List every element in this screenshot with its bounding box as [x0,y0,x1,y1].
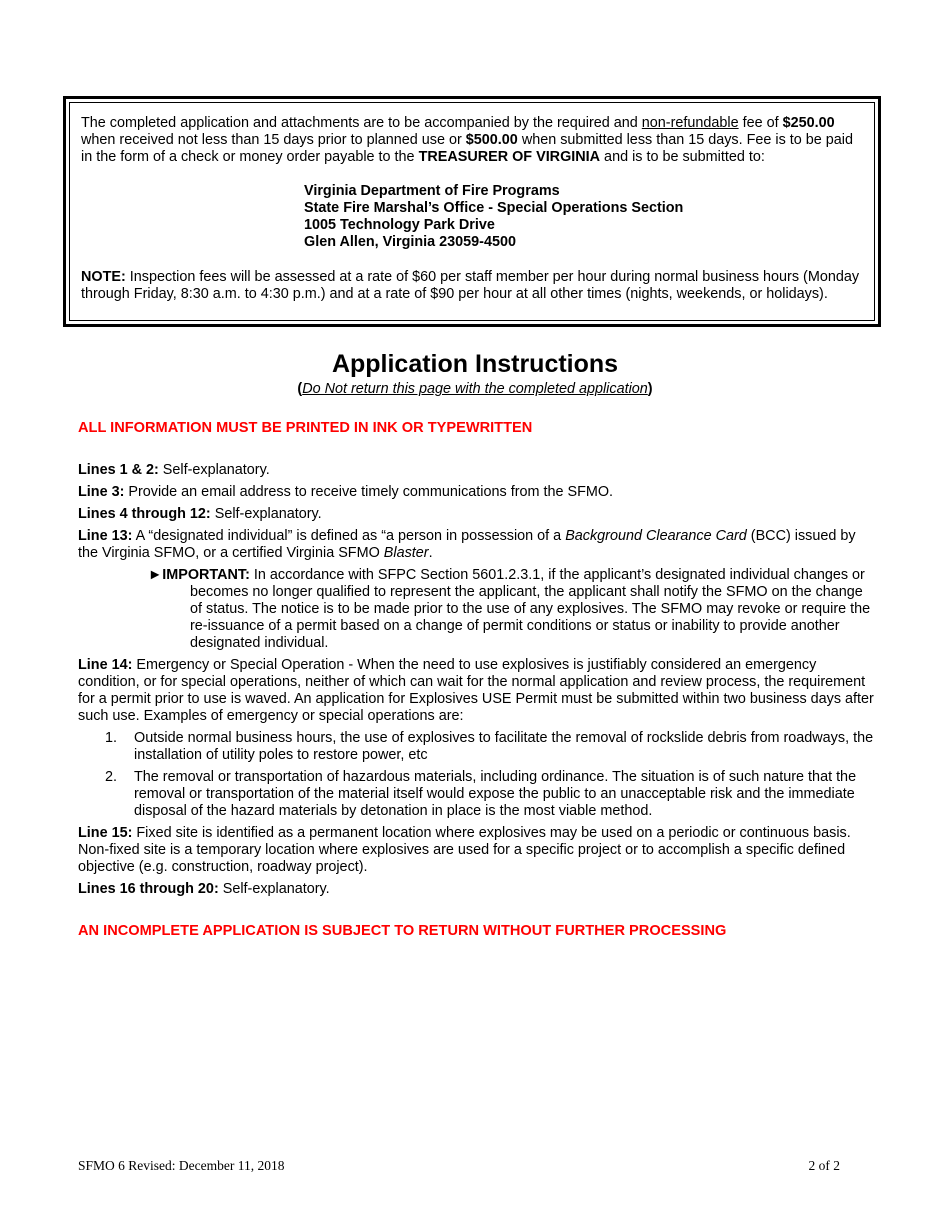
address-line: Glen Allen, Virginia 23059-4500 [304,234,516,250]
instruction-text: A “designated individual” is defined as “a person in possession of a [132,528,566,544]
instruction-label: Line 14: [78,657,133,673]
list-item-text: Outside normal business hours, the use of explosives to facilitate the removal of rockslide debris from roadways, the installation of utility poles to restore power, etc [134,730,874,763]
instruction-label: Lines 16 through 20: [78,881,219,897]
list-item [78,730,874,764]
instruction-lines-4-12 [78,506,874,523]
instruction-text: Emergency or Special Operation - When the need to use explosives is justifiably considered an emergency condition, or for special operations, neither of which can wait for the normal application and review process, the requirement for a permit prior to use is waved. An application for Explosives USE Permit must be submitted within two business days after such use. Examples of emergency or special operations are: [78,657,874,724]
non-refundable-text: non-refundable [641,115,739,131]
instruction-label: Line 13: [78,528,133,544]
warning-incomplete-application: AN INCOMPLETE APPLICATION IS SUBJECT TO RETURN WITHOUT FURTHER PROCESSING [78,923,727,939]
instruction-line-14 [78,657,874,725]
list-item [78,769,874,820]
instructions-body [78,462,874,903]
fee-amount-late: $500.00 [465,132,518,148]
list-item-text: The removal or transportation of hazardous materials, including ordinance. The situation is of such nature that the removal or transportation of the material itself would expose the public to an unacceptable risk and the immediate disposal of the hazard materials by detonation in place is the most viable method. [134,769,857,819]
emergency-examples-list [78,730,874,820]
fee-amount-standard: $250.00 [782,115,835,131]
important-text: In accordance with SFPC Section 5601.2.3.1, if the applicant’s designated individual changes or becomes no longer qualified to represent the applicant, the applicant shall notify the SFMO on the change of status. The notice is to be made prior to the use of any explosives. The SFMO may revoke or require the re-issuance of a permit based on a change of permit conditions or status or inability to provide another designated individual. [190,567,871,651]
page-title: Application Instructions [331,350,619,378]
triangle-pointer-icon: ► [148,567,163,583]
inspection-fee-note [81,269,866,303]
instruction-lines-1-2 [78,462,874,479]
address-line: 1005 Technology Park Drive [304,217,495,233]
instruction-text: Fixed site is identified as a permanent location where explosives may be used on a periodic or continuous basis. Non-fixed site is a temporary location where explosives are used for a specific project or to accomplish a specific defined objective (e.g. construction, roadway project). [78,825,851,875]
fee-paragraph [81,115,866,166]
page-subtitle [0,381,950,397]
warning-ink-typewritten: ALL INFORMATION MUST BE PRINTED IN INK OR TYPEWRITTEN [78,420,533,436]
note-label: NOTE: [81,269,126,285]
instruction-text: (BCC) issued by the Virginia SFMO, or a certified Virginia SFMO [78,528,856,561]
address-line: State Fire Marshal’s Office - Special Operations Section [304,200,684,216]
instruction-text: Self-explanatory. [210,506,322,522]
subtitle-paren-close: ) [647,381,653,397]
instruction-label: Lines 4 through 12: [78,506,211,522]
instruction-line-3 [78,484,874,501]
footer-revision: SFMO 6 Revised: December 11, 2018 [78,1158,285,1173]
instruction-line-15 [78,825,874,876]
address-line: Virginia Department of Fire Programs [304,183,560,199]
instruction-line-13 [78,528,874,562]
list-item-number: 2. [105,769,118,785]
blaster-term: Blaster [383,545,429,561]
fee-intro-text: The completed application and attachments are to be accompanied by the required and [81,115,642,131]
fee-of-text: fee of [738,115,783,131]
fee-end-text: and is to be submitted to: [600,149,765,165]
subtitle-paren-open: ( [297,381,303,397]
footer-page-number: 2 of 2 [808,1158,840,1173]
fee-box [63,96,881,327]
instruction-text: Provide an email address to receive timely communications from the SFMO. [124,484,614,500]
note-text: Inspection fees will be assessed at a rate of $60 per staff member per hour during normal business hours (Monday through Friday, 8:30 a.m. to 4:30 p.m.) and at a rate of $90 per hour at all other times (nights, weekends, or holidays). [81,269,860,302]
instruction-text: Self-explanatory. [218,881,330,897]
important-notice [148,567,874,652]
fee-box-inner-border [69,102,875,321]
important-label: IMPORTANT: [162,567,250,583]
subtitle-text: Do Not return this page with the completed application [302,381,648,397]
list-item-number: 1. [105,730,118,746]
payee-name: TREASURER OF VIRGINIA [418,149,601,165]
instruction-label: Line 3: [78,484,125,500]
mailing-address [304,183,683,251]
bcc-term: Background Clearance Card [565,528,747,544]
fee-mid-text-2: when submitted less than 15 days. Fee is to be paid in the form of a check or money order payable to the [81,132,854,165]
instruction-lines-16-20 [78,881,874,898]
instruction-text: Self-explanatory. [158,462,270,478]
instruction-label: Lines 1 & 2: [78,462,159,478]
instruction-text: . [428,545,433,561]
fee-mid-text-1: when received not less than 15 days prior to planned use or [81,132,466,148]
instruction-label: Line 15: [78,825,133,841]
